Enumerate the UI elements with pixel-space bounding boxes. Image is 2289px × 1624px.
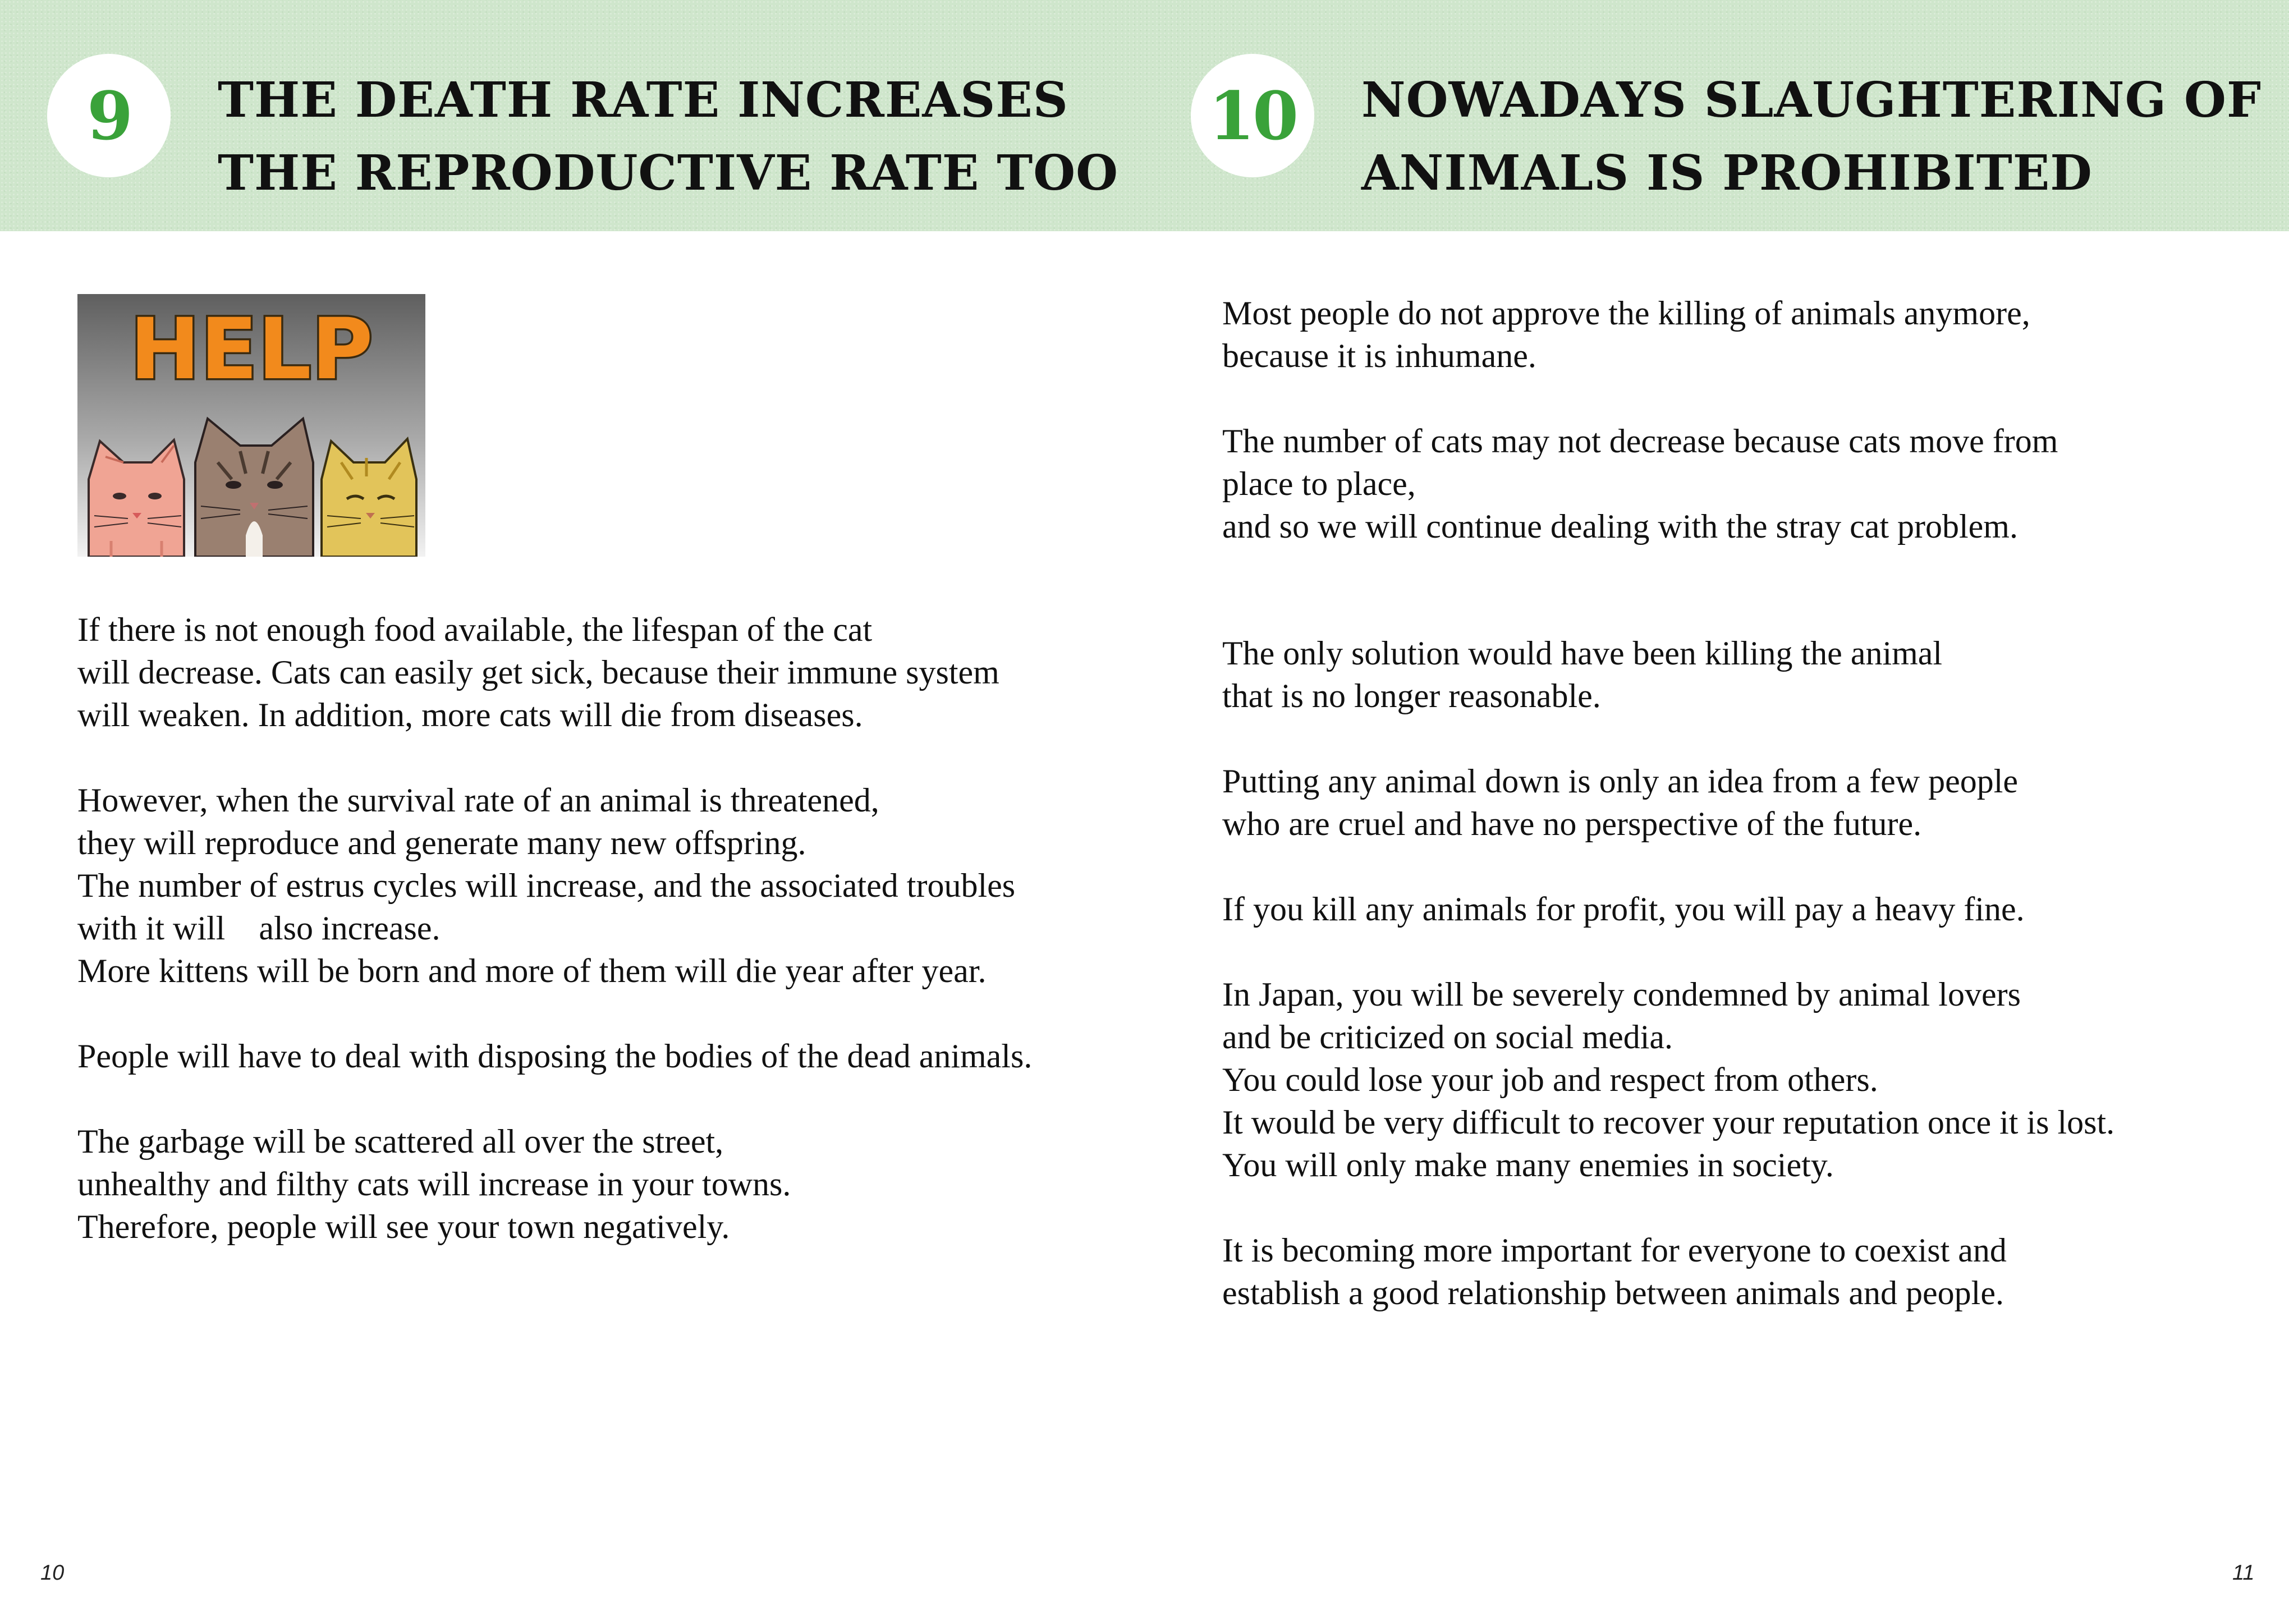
text-line: It is becoming more important for everyone to coexist and [1222, 1232, 2007, 1269]
help-cats-illustration [77, 294, 425, 557]
section-number: 9 [86, 76, 131, 155]
section-title-line: THE REPRODUCTIVE RATE TOO [218, 145, 1119, 201]
text-line: Putting any animal down is only an idea from a few people [1222, 763, 2018, 800]
left-body-text [77, 608, 1032, 1291]
section-title-line: THE DEATH RATE INCREASES [218, 72, 1068, 129]
text-line: they will reproduce and generate many new offspring. [77, 824, 806, 861]
text-line: If there is not enough food available, the lifespan of the cat [77, 611, 873, 648]
paragraph [1222, 632, 2114, 717]
text-line: The garbage will be scattered all over the street, [77, 1123, 724, 1160]
section-title [1361, 64, 2262, 210]
paragraph [77, 779, 1032, 992]
text-line: The number of estrus cycles will increase, and the associated troubles [77, 867, 1016, 904]
section-number-badge [47, 54, 171, 177]
paragraph [77, 608, 1032, 736]
text-line: The only solution would have been killing the animal [1222, 635, 1943, 672]
page-number-left: 10 [40, 1561, 65, 1585]
text-line: place to place, [1222, 465, 1416, 502]
text-line: More kittens will be born and more of them will die year after year. [77, 952, 987, 989]
paragraph [1222, 760, 2114, 845]
text-line: People will have to deal with disposing the bodies of the dead animals. [77, 1038, 1033, 1075]
paragraph [77, 1120, 1032, 1248]
text-line: and so we will continue dealing with the stray cat problem. [1222, 508, 2018, 545]
text-line: because it is inhumane. [1222, 337, 1536, 374]
text-line: that is no longer reasonable. [1222, 677, 1601, 714]
text-line: establish a good relationship between animals and people. [1222, 1274, 2004, 1311]
text-line: Most people do not approve the killing of animals anymore, [1222, 295, 2030, 332]
section-title-line: ANIMALS IS PROHIBITED [1361, 145, 2093, 201]
text-line: and be criticized on social media. [1222, 1019, 1673, 1056]
text-line: It would be very difficult to recover your reputation once it is lost. [1222, 1104, 2115, 1141]
text-line: You will only make many enemies in society. [1222, 1146, 1834, 1183]
paragraph [1222, 1229, 2114, 1314]
text-line: The number of cats may not decrease because cats move from [1222, 423, 2058, 460]
paragraph [1222, 420, 2058, 548]
text-line: You could lose your job and respect from others. [1222, 1061, 1878, 1098]
paragraph [1222, 888, 2114, 930]
page-number-right: 11 [2232, 1561, 2255, 1585]
section-number: 10 [1208, 76, 1297, 155]
paragraph [77, 1035, 1032, 1077]
help-text: HELP [130, 301, 373, 398]
text-line: will weaken. In addition, more cats will die from diseases. [77, 696, 863, 733]
text-line: with it will also increase. [77, 910, 441, 947]
text-line: unhealthy and filthy cats will increase in your towns. [77, 1166, 791, 1203]
help-cats-image [77, 294, 425, 557]
text-line: If you kill any animals for profit, you will pay a heavy fine. [1222, 891, 2025, 928]
section-number-badge [1191, 54, 1314, 177]
paragraph [1222, 292, 2058, 377]
right-body-text-top [1222, 292, 2058, 590]
text-line: In Japan, you will be severely condemned by animal lovers [1222, 976, 2021, 1013]
text-line: who are cruel and have no perspective of the future. [1222, 805, 1922, 842]
text-line: Therefore, people will see your town negatively. [77, 1208, 730, 1245]
text-line: will decrease. Cats can easily get sick, because their immune system [77, 654, 999, 691]
section-title-line: NOWADAYS SLAUGHTERING OF [1361, 72, 2262, 129]
section-title [218, 64, 1118, 210]
paragraph [1222, 973, 2114, 1186]
text-line: However, when the survival rate of an animal is threatened, [77, 782, 879, 819]
right-body-text-bottom [1222, 632, 2114, 1357]
